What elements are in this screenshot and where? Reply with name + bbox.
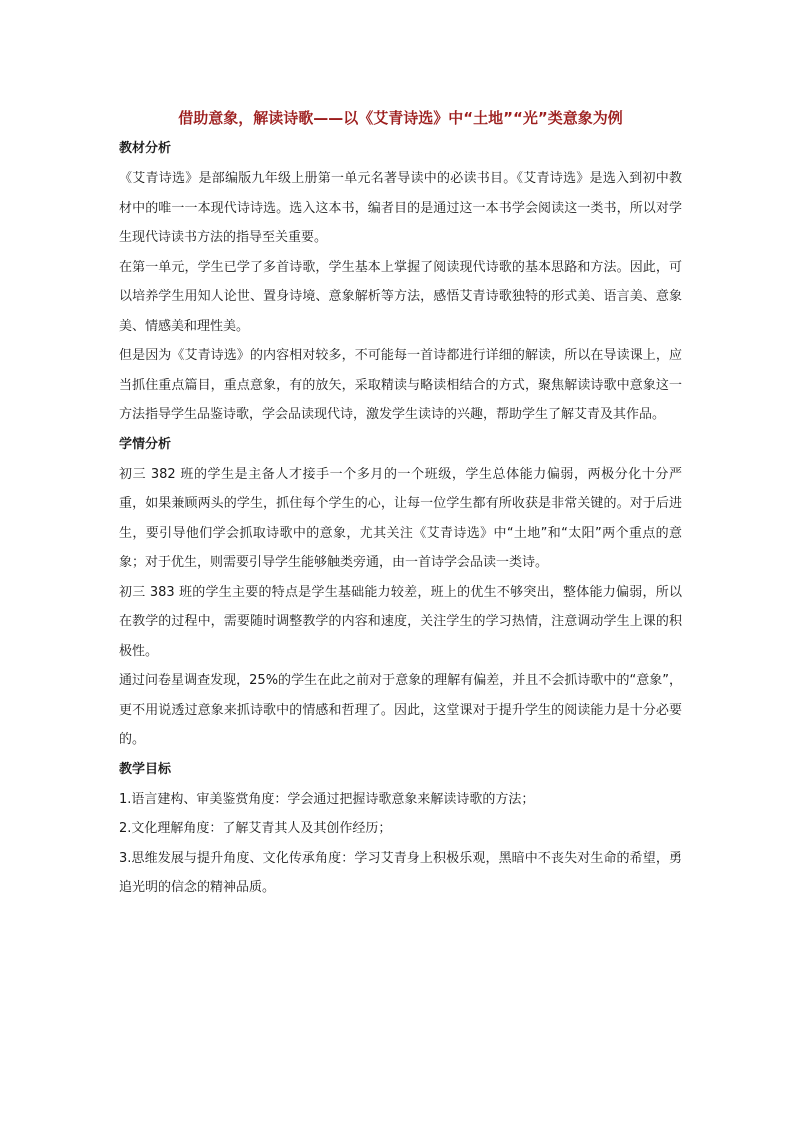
paragraph: 初三 382 班的学生是主备人才接手一个多月的一个班级，学生总体能力偏弱，两极分化十分严重，如果兼顾两头的学生，抓住每个学生的心，让每一位学生都有所收获是非常关键的。对于后进生，要引导他们学会抓取诗歌中的意象，尤其关注《艾青诗选》中“土地”和“太阳”两个重点的意象；对于优生，则需要引导学生能够触类旁通，由一首诗学会品读一类诗。 — [119, 466, 682, 570]
goal-item: 3.思维发展与提升角度、文化传承角度：学习艾青身上积极乐观，黑暗中不丧失对生命的希望，勇追光明的信念的精神品质。 — [119, 850, 682, 895]
goal-item: 1.语言建构、审美鉴赏角度：学会通过把握诗歌意象来解读诗歌的方法； — [119, 791, 535, 807]
paragraph: 在第一单元，学生已学了多首诗歌，学生基本上掌握了阅读现代诗歌的基本思路和方法。因此，可以培养学生用知人论世、置身诗境、意象解析等方法，感悟艾青诗歌独特的形式美、语言美、意象美、情感美和理性美。 — [119, 259, 682, 334]
section-student-analysis — [119, 430, 682, 755]
section-teaching-goals — [119, 755, 682, 903]
section-heading: 教学目标 — [119, 761, 172, 777]
document-title: 借助意象，解读诗歌——以《艾青诗选》中“土地”“光”类意象为例 — [178, 109, 623, 127]
paragraph: 《艾青诗选》是部编版九年级上册第一单元名著导读中的必读书目。《艾青诗选》是选入到初中教材中的唯一一本现代诗诗选。选入这本书，编者目的是通过这一本书学会阅读这一类书，所以对学生现代诗读书方法的指导至关重要。 — [119, 171, 682, 245]
paragraph: 通过问卷星调查发现，25%的学生在此之前对于意象的理解有偏差，并且不会抓诗歌中的“意象”，更不用说透过意象来抓诗歌中的情感和哲理了。因此，这堂课对于提升学生的阅读能力是十分必要的。 — [119, 673, 682, 747]
section-heading: 学情分析 — [119, 436, 172, 452]
section-textbook-analysis — [119, 134, 682, 430]
paragraph: 初三 383 班的学生主要的特点是学生基础能力较差，班上的优生不够突出，整体能力偏弱，所以在教学的过程中，需要随时调整教学的内容和速度，关注学生的学习热情，注意调动学生上课的积极性。 — [119, 584, 682, 659]
section-heading: 教材分析 — [119, 141, 172, 156]
goal-item: 2.文化理解角度：了解艾青其人及其创作经历； — [119, 821, 392, 836]
paragraph: 但是因为《艾青诗选》的内容相对较多，不可能每一首诗都进行详细的解读，所以在导读课上，应当抓住重点篇目，重点意象，有的放矢，采取精读与略读相结合的方式，聚焦解读诗歌中意象这一方法指导学生品鉴诗歌，学会品读现代诗，激发学生读诗的兴趣，帮助学生了解艾青及其作品。 — [119, 348, 682, 422]
